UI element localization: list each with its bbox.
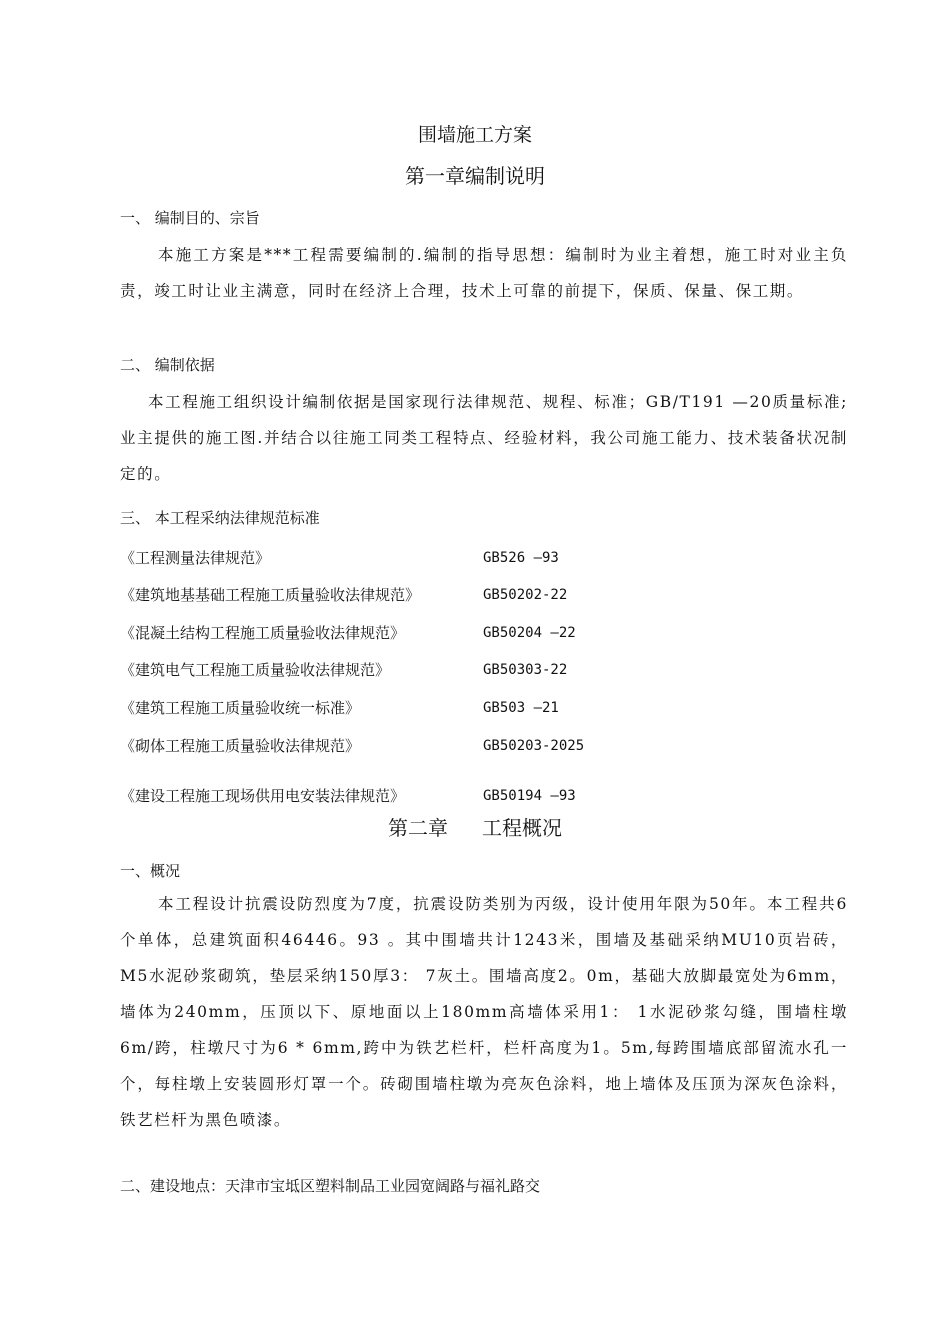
chapter-2-number: 第二章 <box>388 816 448 840</box>
standard-name: 《混凝土结构工程施工质量验收法律规范》 <box>120 624 406 642</box>
section-1-heading: 一、 编制目的、宗旨 <box>120 209 260 227</box>
chapter-2-section-1-paragraph: 本工程设计抗震设防烈度为7度，抗震设防类别为丙级，设计使用年限为50年。本工程共6个单体，总建筑面积46446。93 。其中围墙共计1243米，围墙及基础采纳MU10页岩砖，M5水泥砂浆砌筑，垫层采纳150厚3： 7灰土。围墙高度2。0m，基础大放脚最宽处为6mm，墙体为240mm，压顶以下、原地面以上180mm高墙体采用1： 1水泥砂浆勾缝，围墙柱墩6m/跨，柱墩尺寸为6 * 6mm,跨中为铁艺栏杆，栏杆高度为1。5m,每跨围墙底部留流水孔一个，每柱墩上安装圆形灯罩一个。砖砌围墙柱墩为亮灰色涂料，地上墙体及压顶为深灰色涂料，铁艺栏杆为黑色喷漆。 <box>120 895 848 1129</box>
standard-code: GB50303-22 <box>483 662 568 678</box>
section-2-paragraph: 本工程施工组织设计编制依据是国家现行法律规范、规程、标准；GB/T191 —20质量标准;业主提供的施工图.并结合以往施工同类工程特点、经验材料，我公司施工能力、技术装备状况制定的。 <box>120 393 848 483</box>
standard-name: 《建筑工程施工质量验收统一标准》 <box>120 699 361 717</box>
standard-code: GB50203-2025 <box>483 738 585 754</box>
section-2-heading: 二、 编制依据 <box>120 356 215 374</box>
standard-code: GB503 —21 <box>483 700 559 716</box>
standard-row <box>120 547 720 569</box>
document-title: 围墙施工方案 <box>417 124 532 146</box>
chapter-2-title: 工程概况 <box>482 816 562 840</box>
standard-name: 《建设工程施工现场供用电安装法律规范》 <box>120 787 406 805</box>
standard-code: GB50194 —93 <box>483 788 576 804</box>
chapter-2-heading <box>0 812 950 841</box>
standard-name: 《建筑地基基础工程施工质量验收法律规范》 <box>120 586 421 604</box>
standard-code: GB526 —93 <box>483 550 559 566</box>
standard-name: 《工程测量法律规范》 <box>120 549 271 567</box>
section-1-paragraph: 本施工方案是***工程需要编制的.编制的指导思想：编制时为业主着想，施工时对业主负责，竣工时让业主满意，同时在经济上合理，技术上可靠的前提下，保质、保量、保工期。 <box>120 246 848 300</box>
standard-row <box>120 622 720 644</box>
standard-code: GB50204 —22 <box>483 625 576 641</box>
standard-row <box>120 659 720 681</box>
standard-code: GB50202-22 <box>483 587 568 603</box>
standard-row <box>120 697 720 719</box>
chapter-1-heading: 第一章编制说明 <box>405 164 545 188</box>
section-3-heading: 三、 本工程采纳法律规范标准 <box>120 509 320 527</box>
chapter-2-section-2-line: 二、建设地点：天津市宝坻区塑料制品工业园宽阔路与福礼路交 <box>120 1177 541 1195</box>
chapter-2-section-1-heading: 一、概况 <box>120 862 181 880</box>
standard-row <box>120 584 720 606</box>
standard-name: 《砌体工程施工质量验收法律规范》 <box>120 737 361 755</box>
standard-row <box>120 785 720 807</box>
standard-row <box>120 735 720 757</box>
standard-name: 《建筑电气工程施工质量验收法律规范》 <box>120 661 391 679</box>
